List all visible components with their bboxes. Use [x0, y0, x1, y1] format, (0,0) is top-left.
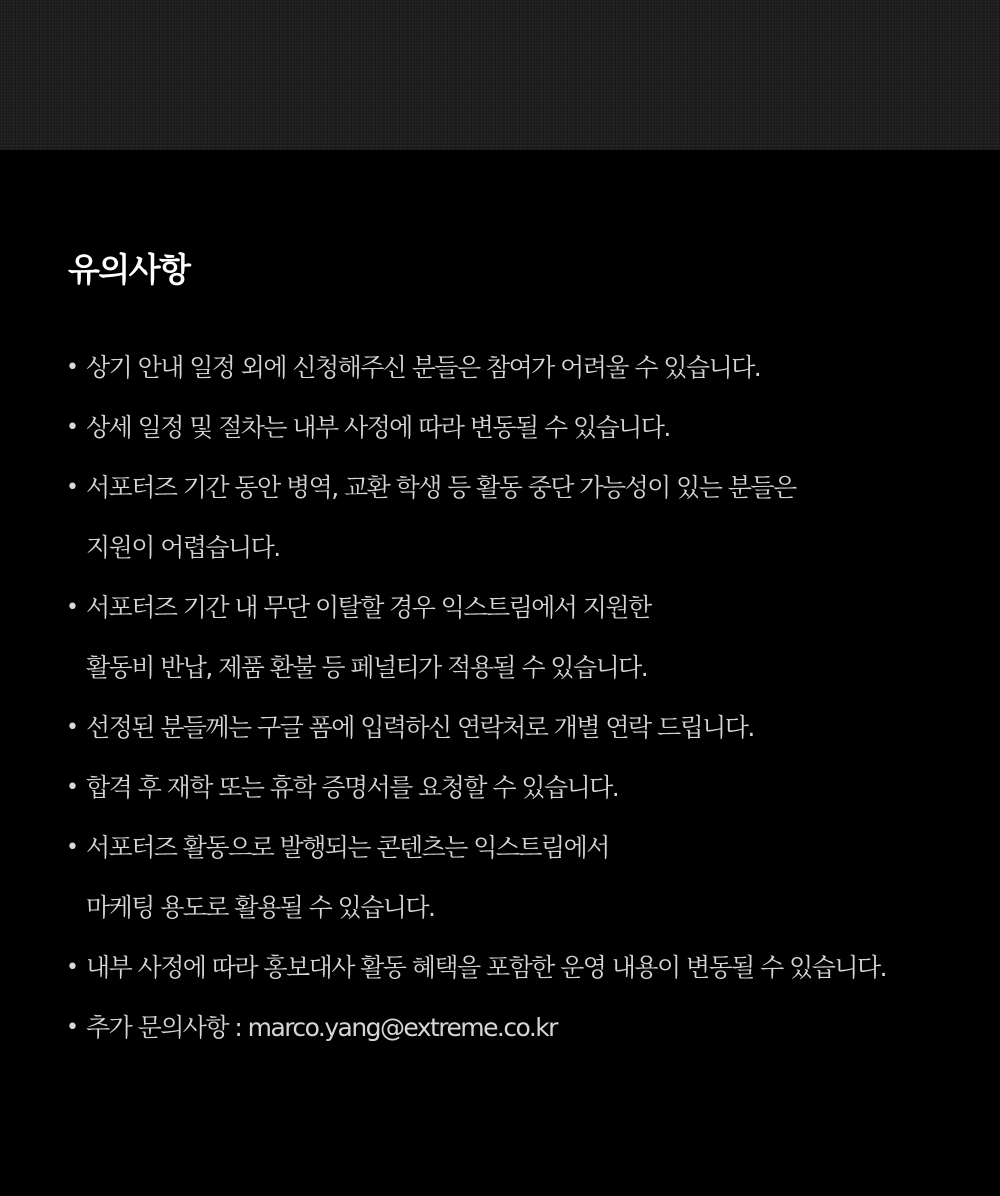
notice-item-schedule-restriction — [66, 338, 966, 398]
notice-list — [66, 338, 966, 1058]
notice-item-schedule-change — [66, 398, 966, 458]
bullet-icon: • — [66, 355, 79, 380]
notice-item-text: 합격 후 재학 또는 휴학 증명서를 요청할 수 있습니다. — [86, 773, 619, 802]
notice-item-text: 상기 안내 일정 외에 신청해주신 분들은 참여가 어려울 수 있습니다. — [86, 353, 761, 382]
notice-item-eligibility — [66, 458, 966, 578]
bullet-icon: • — [66, 595, 79, 620]
notice-item-text-continued: 지원이 어렵습니다. — [86, 533, 280, 562]
header-texture-band — [0, 0, 1000, 150]
bullet-icon: • — [66, 715, 79, 740]
notice-item-text: 내부 사정에 따라 홍보대사 활동 혜택을 포함한 운영 내용이 변동될 수 있습니다. — [86, 953, 886, 982]
bullet-icon: • — [66, 475, 79, 500]
bullet-icon: • — [66, 415, 79, 440]
notice-item-content-usage — [66, 818, 966, 938]
notice-item-text-continued: 마케팅 용도로 활용될 수 있습니다. — [86, 893, 435, 922]
notice-item-text: 서포터즈 활동으로 발행되는 콘텐츠는 익스트림에서 — [86, 833, 609, 862]
notice-title: 유의사항 — [68, 250, 190, 289]
notice-item-certificate — [66, 758, 966, 818]
notice-item-penalty — [66, 578, 966, 698]
notice-item-text-continued: 활동비 반납, 제품 환불 등 페널티가 적용될 수 있습니다. — [86, 653, 648, 682]
notice-item-text: 상세 일정 및 절차는 내부 사정에 따라 변동될 수 있습니다. — [86, 413, 670, 442]
notice-item-operation-change — [66, 938, 966, 998]
bullet-icon: • — [66, 955, 79, 980]
notice-item-text: 서포터즈 기간 내 무단 이탈할 경우 익스트림에서 지원한 — [86, 593, 651, 622]
notice-item-inquiry — [66, 998, 966, 1058]
notice-item-text: 서포터즈 기간 동안 병역, 교환 학생 등 활동 중단 가능성이 있는 분들은 — [86, 473, 796, 502]
bullet-icon: • — [66, 1015, 79, 1040]
notice-item-inquiry-text: 추가 문의사항 : marco.yang@extreme.co.kr — [86, 1013, 557, 1042]
notice-item-contact — [66, 698, 966, 758]
bullet-icon: • — [66, 835, 79, 860]
notice-item-text: 선정된 분들께는 구글 폼에 입력하신 연락처로 개별 연락 드립니다. — [86, 713, 754, 742]
notice-section — [0, 150, 1000, 1196]
bullet-icon: • — [66, 775, 79, 800]
